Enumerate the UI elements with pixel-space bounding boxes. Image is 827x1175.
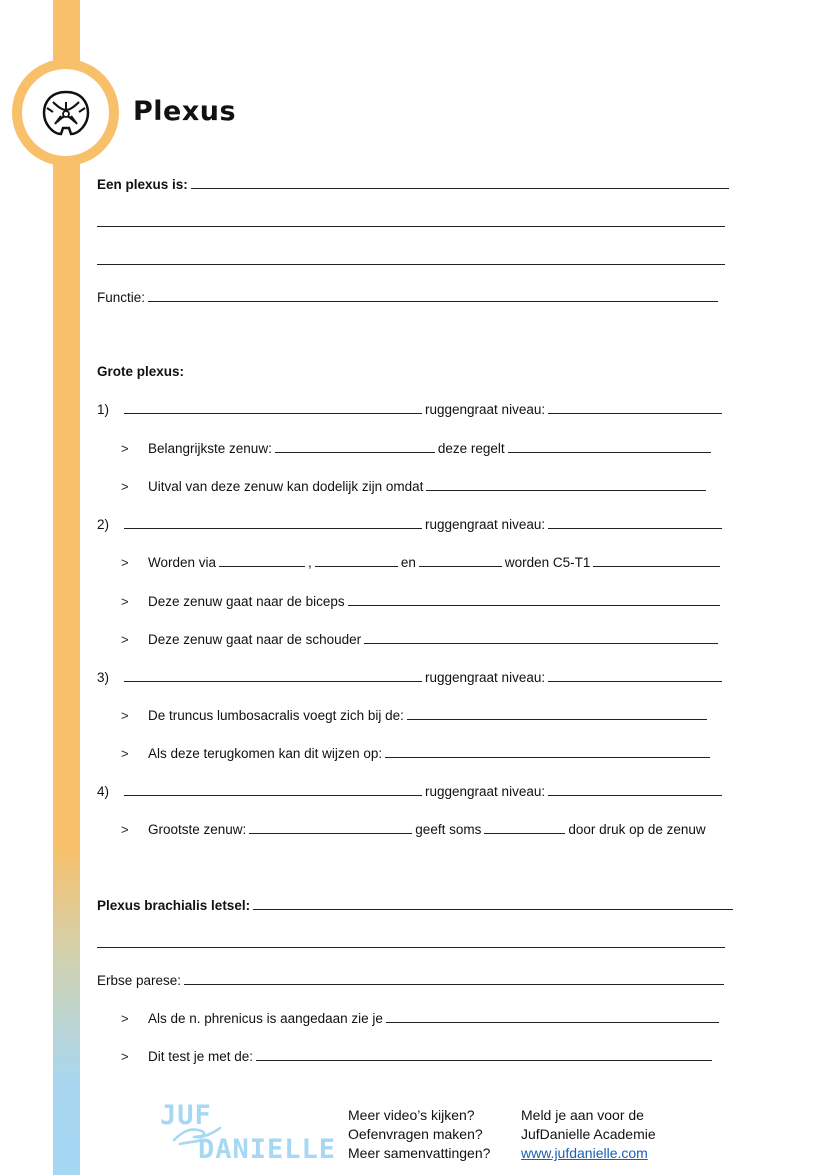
answer-line[interactable] xyxy=(124,401,422,414)
sub-row: Als de n. phrenicus is aangedaan zie je xyxy=(148,1010,722,1026)
erb-row: Erbse parese: xyxy=(97,972,727,988)
injury-row: Plexus brachialis letsel: xyxy=(97,897,736,913)
function-row: Functie: xyxy=(97,289,721,305)
answer-line[interactable] xyxy=(386,1010,719,1023)
arrow-icon: > xyxy=(121,555,129,570)
sub-row: Deze zenuw gaat naar de biceps xyxy=(148,593,723,609)
arrow-icon: > xyxy=(121,594,129,609)
answer-line[interactable] xyxy=(593,554,720,567)
section-heading: Grote plexus: xyxy=(97,364,185,379)
arrow-icon: > xyxy=(121,632,129,647)
sub-row: Uitval van deze zenuw kan dodelijk zijn omdat xyxy=(148,478,709,494)
answer-line[interactable] xyxy=(97,252,725,265)
arrow-icon: > xyxy=(121,479,129,494)
website-link[interactable]: www.jufdanielle.com xyxy=(521,1145,648,1161)
arrow-icon: > xyxy=(121,1049,129,1064)
sub-row: Grootste zenuw: geeft soms door druk op de zenuw xyxy=(148,822,706,837)
answer-line[interactable] xyxy=(249,821,412,834)
arrow-icon: > xyxy=(121,441,129,456)
answer-line[interactable] xyxy=(97,935,725,948)
footer-promo: Meer video’s kijken? Oefenvragen maken? Meer samenvattingen? xyxy=(348,1107,491,1161)
answer-line[interactable] xyxy=(256,1048,712,1061)
answer-line[interactable] xyxy=(97,214,725,227)
answer-line[interactable] xyxy=(484,821,565,834)
answer-line[interactable] xyxy=(407,707,707,720)
arrow-icon: > xyxy=(121,746,129,761)
answer-line[interactable] xyxy=(548,783,722,796)
footer-academy: Meld je aan voor de JufDanielle Academie www.jufdanielle.com xyxy=(521,1107,656,1161)
answer-line[interactable] xyxy=(548,669,722,682)
answer-line[interactable] xyxy=(124,669,422,682)
sub-row: Dit test je met de: xyxy=(148,1048,715,1064)
arrow-icon: > xyxy=(121,822,129,837)
sub-row: Als deze terugkomen kan dit wijzen op: xyxy=(148,745,713,761)
spinal-cord-icon xyxy=(41,88,91,138)
sub-row: Deze zenuw gaat naar de schouder xyxy=(148,631,721,647)
answer-line[interactable] xyxy=(385,745,710,758)
answer-line[interactable] xyxy=(253,897,733,910)
answer-line[interactable] xyxy=(419,554,502,567)
sub-row: Worden via , en worden C5-T1 xyxy=(148,554,723,570)
answer-line[interactable] xyxy=(364,631,718,644)
item-row: 2) ruggengraat niveau: xyxy=(97,516,725,532)
arrow-icon: > xyxy=(121,1011,129,1026)
item-row: 3) ruggengraat niveau: xyxy=(97,669,725,685)
item-row: 4) ruggengraat niveau: xyxy=(97,783,725,799)
answer-line[interactable] xyxy=(148,289,718,302)
answer-line[interactable] xyxy=(426,478,706,491)
answer-line[interactable] xyxy=(184,972,724,985)
sub-row: De truncus lumbosacralis voegt zich bij de: xyxy=(148,707,710,723)
logo-badge xyxy=(12,59,119,166)
answer-line[interactable] xyxy=(124,783,422,796)
page-title: Plexus xyxy=(133,96,237,127)
answer-line[interactable] xyxy=(548,401,722,414)
answer-line[interactable] xyxy=(508,440,711,453)
answer-line[interactable] xyxy=(548,516,722,529)
answer-line[interactable] xyxy=(348,593,720,606)
answer-line[interactable] xyxy=(191,176,729,189)
answer-line[interactable] xyxy=(124,516,422,529)
answer-line[interactable] xyxy=(315,554,398,567)
item-row: 1) ruggengraat niveau: xyxy=(97,401,725,417)
answer-line[interactable] xyxy=(275,440,435,453)
answer-line[interactable] xyxy=(219,554,305,567)
sidebar-stripe xyxy=(53,0,80,1175)
arrow-icon: > xyxy=(121,708,129,723)
definition-row: Een plexus is: xyxy=(97,176,732,192)
sub-row: Belangrijkste zenuw: deze regelt xyxy=(148,440,714,456)
